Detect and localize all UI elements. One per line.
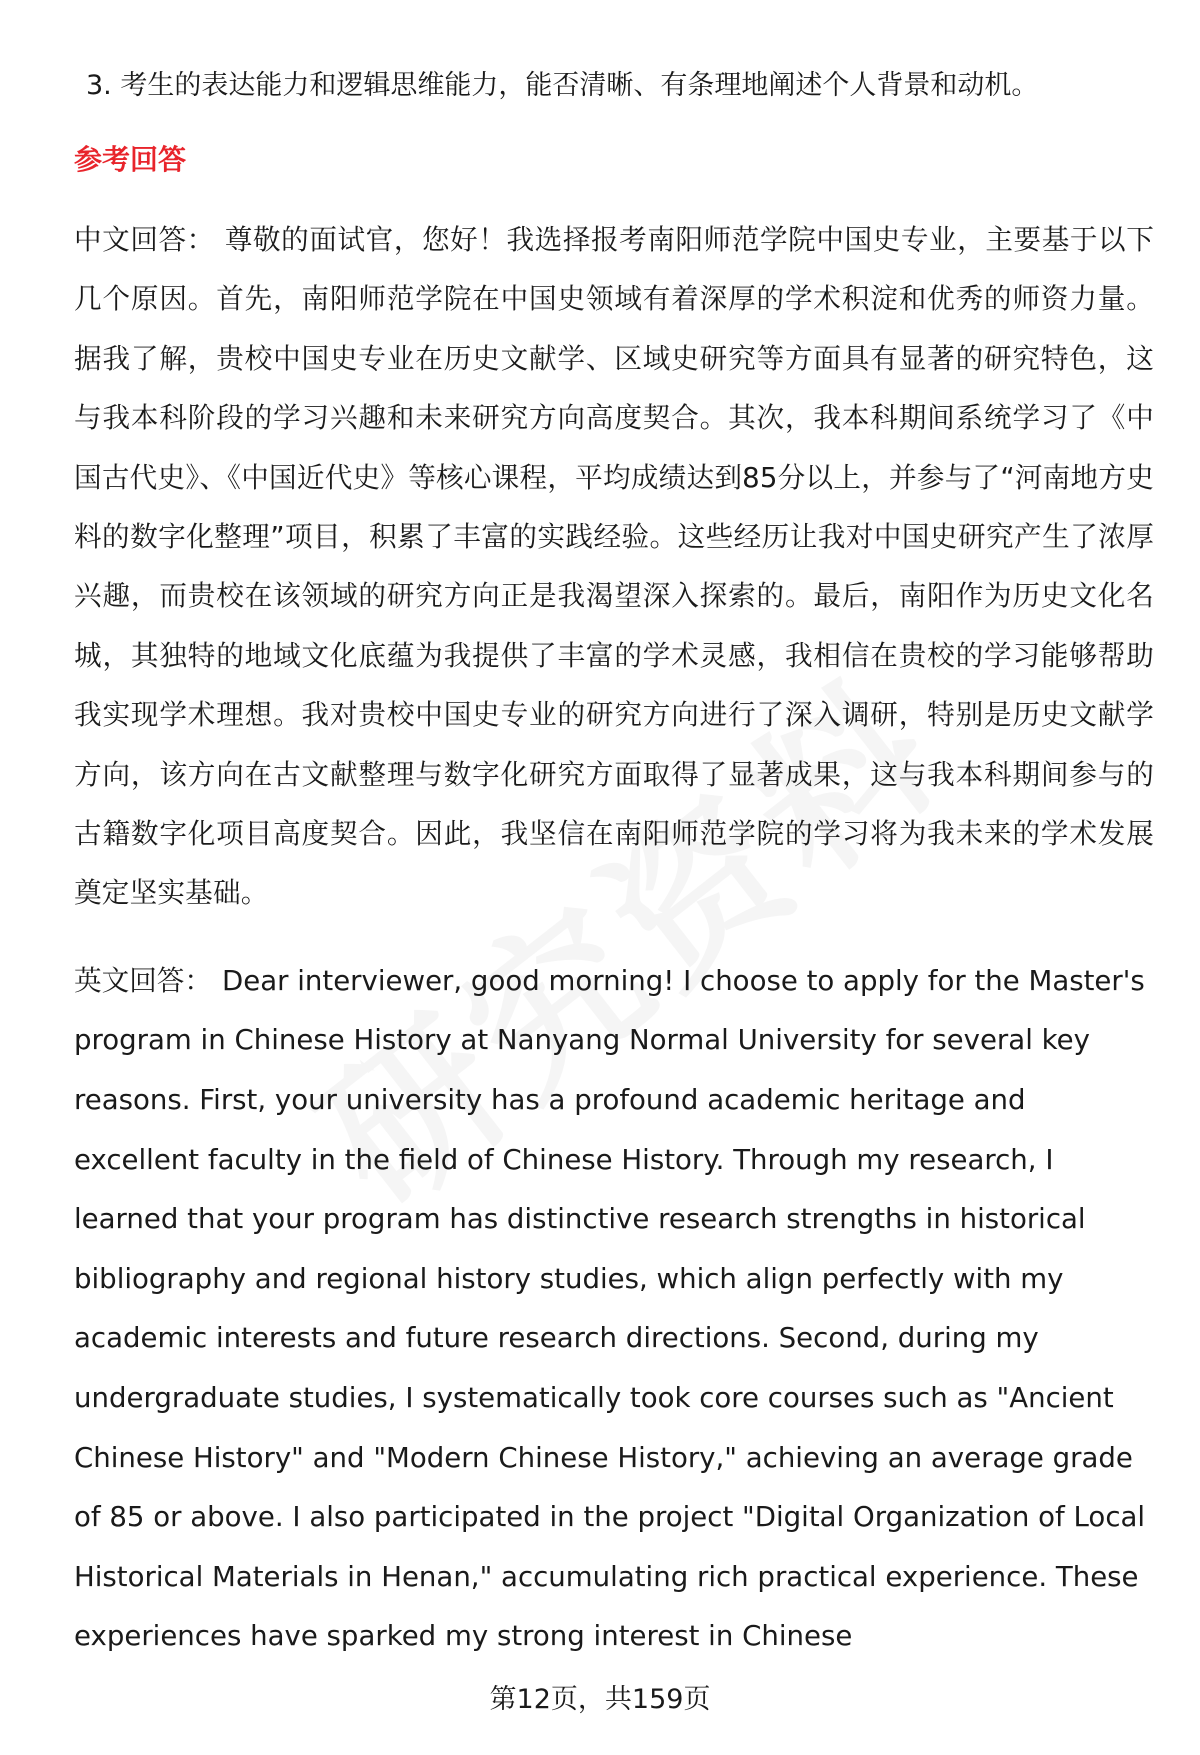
english-answer-text: Dear interviewer, good morning! I choose to apply for the Master's program in Chinese History at Nanyang Normal University for several key reasons. First, your university has a profound academic heritage and excellent faculty in the field of Chinese History. Through my research, I learned that your program has distinctive research strengths in historical bibliography and regional history studies, which align perfectly with my academic interests and future research directions. Second, during my undergraduate studies, I systematically took core courses such as "Ancient Chinese History" and "Modern Chinese History," achieving an average grade of 85 or above. I also participated in the project "Digital Organization of Local Historical Materials in Henan," accumulating rich practical experience. These experiences have sparked my strong interest in Chinese [74, 963, 1146, 1653]
chinese-answer-text: 尊敬的面试官，您好！我选择报考南阳师范学院中国史专业，主要基于以下几个原因。首先，南阳师范学院在中国史领域有着深厚的学术积淀和优秀的师资力量。据我了解，贵校中国史专业在历史文献学、区域史研究等方面具有显著的研究特色，这与我本科阶段的学习兴趣和未来研究方向高度契合。其次，我本科期间系统学习了《中国古代史》、《中国近代史》等核心课程，平均成绩达到85分以上，并参与了“河南地方史料的数字化整理”项目，积累了丰富的实践经验。这些经历让我对中国史研究产生了浓厚兴趣，而贵校在该领域的研究方向正是我渴望深入探索的。最后，南阳作为历史文化名城，其独特的地域文化底蕴为我提供了丰富的学术灵感，我相信在贵校的学习能够帮助我实现学术理想。我对贵校中国史专业的研究方向进行了深入调研，特别是历史文献学方向，该方向在古文献整理与数字化研究方面取得了显著成果，这与我本科期间参与的古籍数字化项目高度契合。因此，我坚信在南阳师范学院的学习将为我未来的学术发展奠定坚实基础。 [74, 223, 1154, 910]
chinese-answer [74, 210, 1154, 923]
criterion-point-3: 3. 考生的表达能力和逻辑思维能力，能否清晰、有条理地阐述个人背景和动机。 [86, 70, 1039, 101]
reference-answer-heading: 参考回答 [74, 143, 187, 176]
page-content [74, 62, 1154, 1666]
english-answer [74, 951, 1154, 1666]
english-answer-label: 英文回答： [74, 963, 212, 997]
page-number-footer: 第12页，共159页 [489, 1684, 711, 1715]
chinese-answer-label: 中文回答： [74, 223, 215, 256]
